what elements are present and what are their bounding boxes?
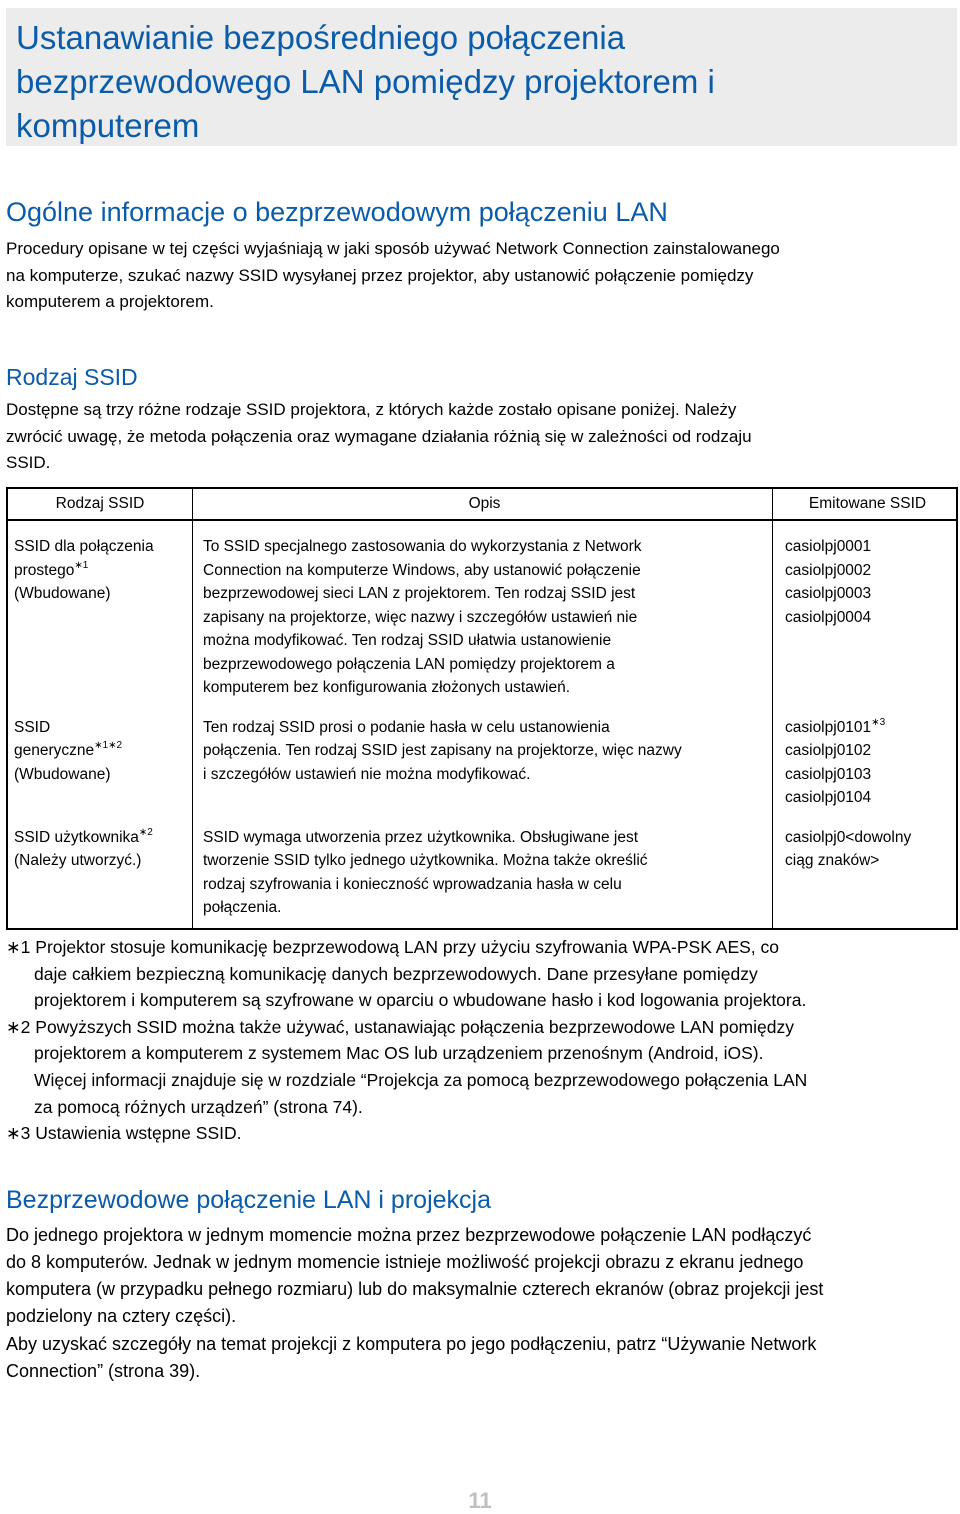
table-header-row xyxy=(7,488,957,520)
footnote-mark: ∗1 xyxy=(6,937,31,957)
text-line: do 8 komputerów. Jednak w jednym momencie istnieje możliwość projekcji obrazu z ekranu jednego xyxy=(6,1252,804,1272)
description-cell xyxy=(193,714,773,824)
text-line: komputera (w przypadku pełnego rozmiaru) lub do maksymalnie czterech ekranów (obraz projekcji jest xyxy=(6,1279,824,1299)
footnote-ref: ∗1 xyxy=(74,559,89,571)
cell-line: bezprzewodowej sieci LAN z projektorem. Ten rodzaj SSID jest xyxy=(203,585,636,602)
footnote xyxy=(6,1014,960,1120)
cell-line: (Należy utworzyć.) xyxy=(14,852,142,869)
cell-line: casiolpj0104 xyxy=(785,789,872,806)
text-line: SSID. xyxy=(6,453,51,472)
footnote xyxy=(6,934,960,1014)
footnote-ref: ∗1∗2 xyxy=(94,740,123,751)
ssid-type-cell xyxy=(7,520,193,714)
overview-heading: Ogólne informacje o bezprzewodowym połączeniu LAN xyxy=(6,197,668,227)
text-line: Connection” (strona 39). xyxy=(6,1361,201,1381)
cell-line: SSID dla połączenia xyxy=(14,538,154,555)
cell-line xyxy=(14,559,186,583)
emitted-ssid-cell xyxy=(773,520,958,714)
title-banner xyxy=(6,8,957,146)
text-line: Procedury opisane w tej części wyjaśniają w jaki sposób używać Network Connection zainstalowanego xyxy=(6,239,780,258)
cell-line: połączenia. Ten rodzaj SSID jest zapisany na projektorze, więc nazwy xyxy=(203,742,682,759)
footnote-text: za pomocą różnych urządzeń” (strona 74). xyxy=(34,1096,363,1117)
footnote xyxy=(6,1120,960,1147)
footnote-text: Powyższych SSID można także używać, ustanawiając połączenia bezprzewodowe LAN pomiędzy xyxy=(35,1016,794,1037)
wireless-projection-paragraph xyxy=(6,1222,956,1330)
description-cell xyxy=(193,520,773,714)
text-line: podzielony na cztery części). xyxy=(6,1306,237,1326)
cell-line: casiolpj0003 xyxy=(785,585,872,602)
footnote-mark: ∗2 xyxy=(6,1016,31,1037)
text-line: Do jednego projektora w jednym momencie można przez bezprzewodowe połączenie LAN podłączyć xyxy=(6,1225,812,1245)
footnote-text: Więcej informacji znajduje się w rozdziale “Projekcja za pomocą bezprzewodowego połączenia LAN xyxy=(34,1069,808,1090)
cell-line: casiolpj0102 xyxy=(785,742,872,759)
cell-line: casiolpj0001 xyxy=(785,538,872,555)
text-line: Aby uzyskać szczegóły na temat projekcji z komputera po jego podłączeniu, patrz “Używanie Network xyxy=(6,1334,817,1354)
footnote-ref: ∗3 xyxy=(871,716,886,728)
footnote-text: projektorem a komputerem z systemem Mac OS lub urządzeniem przenośnym (Android, iOS). xyxy=(34,1043,764,1064)
cell-text: prostego xyxy=(14,561,75,579)
cell-line: komputerem bez konfigurowania złożonych ustawień. xyxy=(203,679,571,696)
wireless-projection-heading: Bezprzewodowe połączenie LAN i projekcja xyxy=(6,1186,491,1214)
title-line: komputerem xyxy=(16,107,200,144)
header-description: Opis xyxy=(193,488,773,520)
ssid-type-cell xyxy=(7,824,193,929)
cell-line xyxy=(14,826,186,850)
cell-line: tworzenie SSID tylko jednego użytkownika. Można także określić xyxy=(203,852,648,869)
footnote-text: projektorem i komputerem są szyfrowane w oparciu o wbudowane hasło i kod logowania projektora. xyxy=(34,990,807,1011)
cell-line: casiolpj0103 xyxy=(785,765,872,783)
cell-line: (Wbudowane) xyxy=(14,585,111,602)
cell-line: Ten rodzaj SSID prosi o podanie hasła w celu ustanowienia xyxy=(203,718,610,736)
footnote-text: daje całkiem bezpieczną komunikację danych bezprzewodowych. Dane przesyłane pomiędzy xyxy=(34,963,758,984)
text-line: Dostępne są trzy różne rodzaje SSID projektora, z których każde zostało opisane poniżej. Należy xyxy=(6,400,737,419)
page-number: 11 xyxy=(468,1488,492,1513)
cell-line: bezprzewodowego połączenia LAN pomiędzy projektorem a xyxy=(203,655,615,673)
cell-line: (Wbudowane) xyxy=(14,765,111,783)
ssid-type-paragraph xyxy=(6,397,956,477)
title-line: Ustanawianie bezpośredniego połączenia xyxy=(16,19,626,56)
cell-line: casiolpj0<dowolny xyxy=(785,828,912,846)
footnote-mark: ∗3 xyxy=(6,1123,31,1144)
text-line: zwrócić uwagę, że metoda połączenia oraz wymagane działania różnią się w zależności od rodzaju xyxy=(6,426,752,446)
footnotes xyxy=(6,934,960,1147)
title-line: bezprzewodowego LAN pomiędzy projektorem i xyxy=(16,63,715,100)
page-title xyxy=(6,8,957,148)
text-line: komputerem a projektorem. xyxy=(6,292,214,311)
cell-line: casiolpj0002 xyxy=(785,561,872,579)
cell-line: i szczegółów ustawień nie można modyfikować. xyxy=(203,765,531,783)
header-ssid-type: Rodzaj SSID xyxy=(7,488,193,520)
cell-line: SSID wymaga utworzenia przez użytkownika. Obsługiwane jest xyxy=(203,828,639,846)
footnote-text: Projektor stosuje komunikację bezprzewodową LAN przy użyciu szyfrowania WPA-PSK AES, co xyxy=(35,937,780,957)
ssid-type-cell xyxy=(7,714,193,824)
cell-text: generyczne xyxy=(14,742,95,759)
footnote-text: Ustawienia wstępne SSID. xyxy=(35,1123,242,1144)
cell-line: To SSID specjalnego zastosowania do wykorzystania z Network xyxy=(203,538,642,555)
description-cell xyxy=(193,824,773,929)
cell-line: Connection na komputerze Windows, aby ustanowić połączenie xyxy=(203,561,641,579)
ssid-type-heading: Rodzaj SSID xyxy=(6,364,138,390)
cell-text: SSID użytkownika xyxy=(14,828,139,846)
cell-line: połączenia. xyxy=(203,899,282,916)
cell-line: ciąg znaków> xyxy=(785,852,880,869)
header-emitted-ssid: Emitowane SSID xyxy=(773,488,958,520)
cell-line: rodzaj szyfrowania i konieczność wprowadzania hasła w celu xyxy=(203,875,622,893)
table-row xyxy=(7,714,957,824)
emitted-ssid-cell xyxy=(773,824,958,929)
text-line: na komputerze, szukać nazwy SSID wysyłanej przez projektor, aby ustanowić połączenie pomiędzy xyxy=(6,265,754,285)
cell-line xyxy=(785,716,950,740)
ssid-table xyxy=(6,487,958,930)
overview-paragraph xyxy=(6,236,956,316)
cell-text: casiolpj0101 xyxy=(785,718,872,736)
cell-line: SSID xyxy=(14,718,51,736)
emitted-ssid-cell xyxy=(773,714,958,824)
connection-reference-paragraph xyxy=(6,1331,956,1385)
footnote-ref: ∗2 xyxy=(138,826,153,838)
table-row xyxy=(7,520,957,714)
table-row xyxy=(7,824,957,929)
cell-line: zapisany na projektorze, więc nazwy i szczegółów ustawień nie xyxy=(203,608,638,626)
cell-line: można modyfikować. Ten rodzaj SSID ułatwia ustanowienie xyxy=(203,632,612,649)
cell-line: casiolpj0004 xyxy=(785,608,872,626)
cell-line xyxy=(14,739,186,763)
